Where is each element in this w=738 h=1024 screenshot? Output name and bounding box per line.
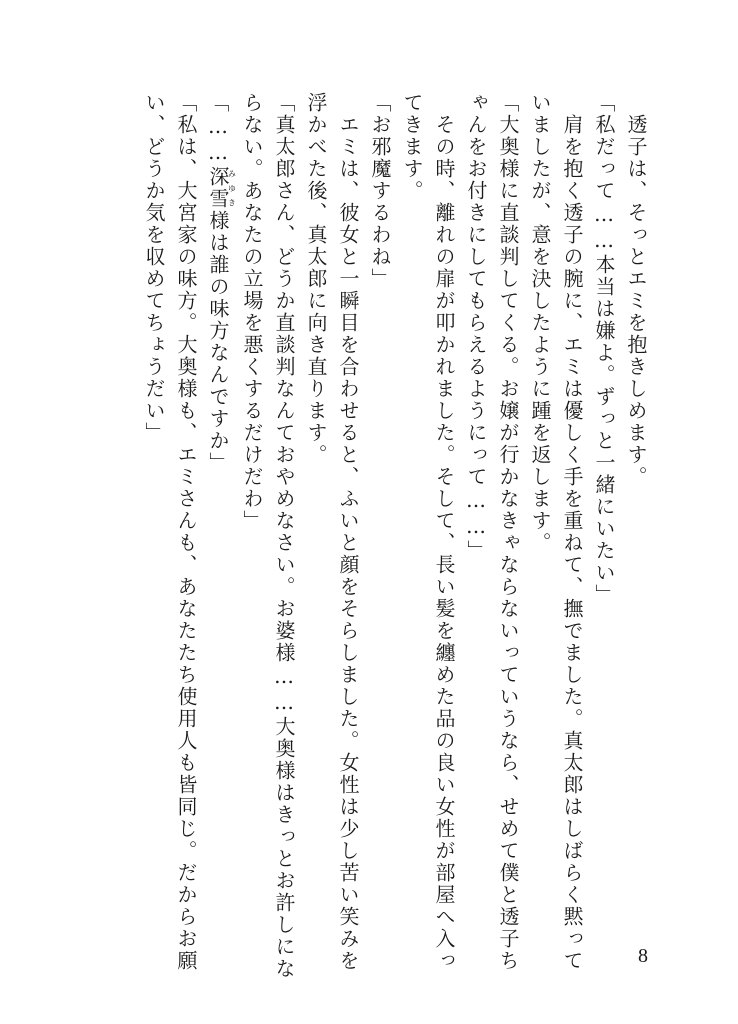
text-line-5: 「大奥様に直談判してくる。お嬢が行かなきゃならないっていうなら、せめて僕と透子ち [496, 92, 520, 972]
text-line-10: エミは、彼女と一瞬目を合わせると、ふいと顔をそらしました。女性は少し苦い笑みを [336, 92, 360, 972]
page-number: 8 [638, 945, 648, 967]
text-line-9: 「お邪魔するわね」 [368, 92, 392, 290]
text-line-4: いましたが、意を決したように踵を返します。 [528, 92, 552, 554]
text-line-14-after: 様は誰の味方なんですか」 [206, 210, 230, 474]
furigana-miyuki [206, 166, 237, 210]
text-line-15: 「私は、大宮家の味方。大奥様も、エミさんも、あなたたち使用人も皆同じ。だからお願 [174, 92, 198, 972]
text-line-1: 透子は、そっとエミを抱きしめます。 [624, 92, 648, 488]
text-line-14-before: 「…… [206, 92, 230, 166]
ruby-base: 深雪 [206, 166, 230, 210]
text-line-13: らない。あなたの立場を悪くするだけだわ」 [240, 92, 264, 532]
text-line-11: 浮かべた後、真太郎に向き直ります。 [304, 92, 328, 466]
text-line-7: その時、離れの扉が叩かれました。そして、長い髪を纏めた品の良い女性が部屋へ入っ [432, 92, 456, 972]
text-line-12: 「真太郎さん、どうか直談判なんておやめなさい。お婆様……大奥様はきっとお許しにな [272, 92, 296, 980]
text-line-6: ゃんをお付きにしてもらえるようにって……」 [464, 92, 488, 562]
text-line-3: 肩を抱く透子の腕に、エミは優しく手を重ねて、撫でました。真太郎はしばらく黙って [560, 92, 584, 972]
text-line-16: い、どうか気を収めてちょうだい」 [142, 92, 166, 444]
text-line-14 [202, 92, 236, 962]
text-line-8: てきます。 [400, 92, 424, 202]
vertical-text-block [138, 92, 652, 980]
ruby-reading: みゆき [227, 166, 237, 210]
text-line-2: 「私だって……本当は嫌よ。ずっと一緒にいたい」 [592, 92, 616, 606]
